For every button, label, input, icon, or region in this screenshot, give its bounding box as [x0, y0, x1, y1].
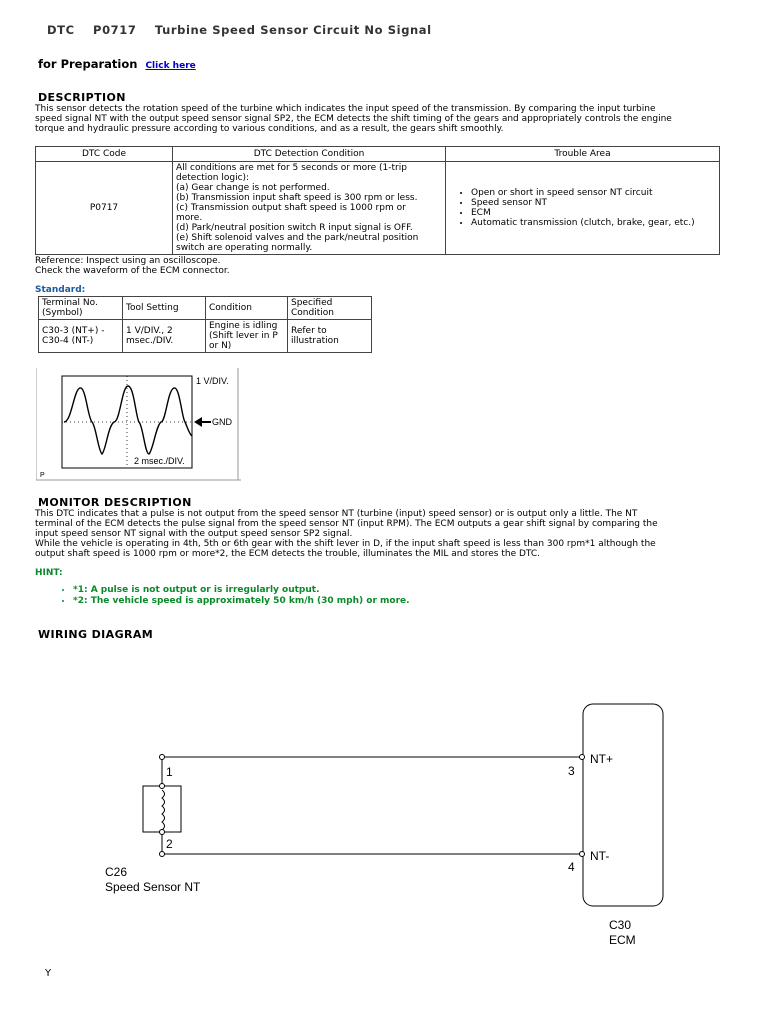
terminal-4 [580, 852, 585, 857]
sensor-pin-2: 2 [166, 837, 173, 851]
scope-corner-label: P [40, 472, 45, 479]
sensor-name: Speed Sensor NT [105, 880, 201, 894]
sensor-pin-1: 1 [166, 765, 173, 779]
description-line: This sensor detects the rotation speed of the turbine which indicates the input speed of the transmission. By comparing the input turbine [35, 104, 656, 114]
description-line: speed signal NT with the output speed sensor signal SP2, the ECM detects the shift timing of the gears and appropriately controls the engine [35, 114, 672, 124]
nt-plus-label: NT+ [590, 752, 614, 766]
ecm-box [583, 704, 663, 906]
condition-header: Condition [206, 297, 288, 320]
dtc-table [35, 146, 720, 255]
tool-setting-header: Tool Setting [123, 297, 206, 320]
gnd-label: GND [212, 417, 232, 427]
nt-minus-label: NT- [590, 849, 610, 863]
wiring-diagram [0, 690, 768, 960]
ecm-name: ECM [609, 933, 636, 947]
trouble-area-header: Trouble Area [446, 147, 720, 162]
waveform-trace [64, 386, 192, 454]
msdiv-label: 2 msec./DIV. [134, 456, 185, 466]
trouble-area-item: • Automatic transmission (clutch, brake, gear, etc.) [471, 218, 716, 228]
footer-mark: Y [45, 968, 52, 979]
monitor-line: While the vehicle is operating in 4th, 5th or 6th gear with the shift lever in D, if the input shaft speed is less than 300 rpm*1 although the [35, 539, 656, 549]
description-text [35, 104, 672, 134]
reference-line: Check the waveform of the ECM connector. [35, 266, 230, 276]
condition-line: (b) Transmission input shaft speed is 300 rpm or less. [176, 193, 418, 203]
specified-condition-cell: Refer to illustration [288, 320, 372, 353]
reference-text [35, 256, 230, 276]
trouble-area-item: • Speed sensor NT [471, 198, 716, 208]
monitor-line: input speed sensor NT signal with the output speed sensor SP2 signal. [35, 529, 353, 539]
ecm-pin-4: 4 [568, 860, 575, 874]
terminal-cell: C30-3 (NT+) - C30-4 (NT-) [39, 320, 123, 353]
waveform-illustration [36, 368, 241, 483]
condition-line: (d) Park/neutral position switch R input signal is OFF. [176, 223, 413, 233]
hint-item: • *2: The vehicle speed is approximately 50 km/h (30 mph) or more. [73, 596, 410, 607]
terminal-2 [160, 852, 165, 857]
click-here-link[interactable]: Click here [145, 61, 196, 71]
terminal-header: Terminal No. (Symbol) [39, 297, 123, 320]
hint-item: • *1: A pulse is not output or is irregularly output. [73, 585, 410, 596]
specified-condition-header: Specified Condition [288, 297, 372, 320]
detection-condition-header: DTC Detection Condition [173, 147, 446, 162]
coil-icon [162, 790, 165, 830]
tool-setting-cell: 1 V/DIV., 2 msec./DIV. [123, 320, 206, 353]
trouble-area-list [449, 188, 716, 228]
condition-line: All conditions are met for 5 seconds or more (1-trip [176, 163, 407, 173]
terminal-1 [160, 755, 165, 760]
hint-label: HINT: [35, 568, 63, 578]
ecm-pin-3: 3 [568, 764, 575, 778]
condition-line: detection logic): [176, 173, 250, 183]
wires [143, 704, 663, 906]
wiring-heading: WIRING DIAGRAM [38, 628, 154, 641]
sensor-connector: C26 [105, 865, 128, 879]
standard-label: Standard: [35, 285, 86, 295]
reference-line: Reference: Inspect using an oscilloscope. [35, 256, 221, 266]
monitor-line: This DTC indicates that a pulse is not output from the speed sensor NT (turbine (input) speed sensor) or is output only a little. The NT [35, 509, 638, 519]
condition-line: (a) Gear change is not performed. [176, 183, 330, 193]
sensor-body [143, 786, 181, 832]
description-heading: DESCRIPTION [38, 91, 126, 104]
terminals [160, 755, 585, 857]
trouble-area-item: • Open or short in speed sensor NT circuit [471, 188, 716, 198]
terminal-2b [160, 830, 165, 835]
gnd-arrow-head [194, 417, 202, 427]
dtc-code-cell: P0717 [36, 162, 173, 255]
condition-cell: Engine is idling (Shift lever in P or N) [206, 320, 288, 353]
standard-table [38, 296, 372, 353]
dtc-code-header: DTC Code [36, 147, 173, 162]
terminal-3 [580, 755, 585, 760]
condition-line: more. [176, 213, 203, 223]
condition-line: switch are operating normally. [176, 243, 313, 253]
monitor-text [35, 509, 658, 559]
trouble-area-item: • ECM [471, 208, 716, 218]
condition-line: (e) Shift solenoid valves and the park/neutral position [176, 233, 419, 243]
detection-condition-cell [173, 162, 446, 255]
trouble-area-cell [446, 162, 720, 255]
description-line: torque and hydraulic pressure according to various conditions, and as a result, the gears shift smoothly. [35, 124, 504, 134]
condition-line: (c) Transmission output shaft speed is 1000 rpm or [176, 203, 406, 213]
hint-list [58, 585, 410, 607]
preparation-label: for Preparation [38, 57, 138, 71]
terminal-1b [160, 784, 165, 789]
monitor-heading: MONITOR DESCRIPTION [38, 496, 192, 509]
monitor-line: output shaft speed is 1000 rpm or more*2, the ECM detects the trouble, illuminates the MIL and stores the DTC. [35, 549, 541, 559]
ecm-connector: C30 [609, 918, 632, 932]
page-title: DTC P0717 Turbine Speed Sensor Circuit No Signal [47, 23, 432, 37]
preparation-line [38, 57, 196, 71]
monitor-line: terminal of the ECM detects the pulse signal from the speed sensor NT (input RPM). The ECM outputs a gear shift signal by comparing the [35, 519, 658, 529]
vdiv-label: 1 V/DIV. [196, 376, 229, 386]
